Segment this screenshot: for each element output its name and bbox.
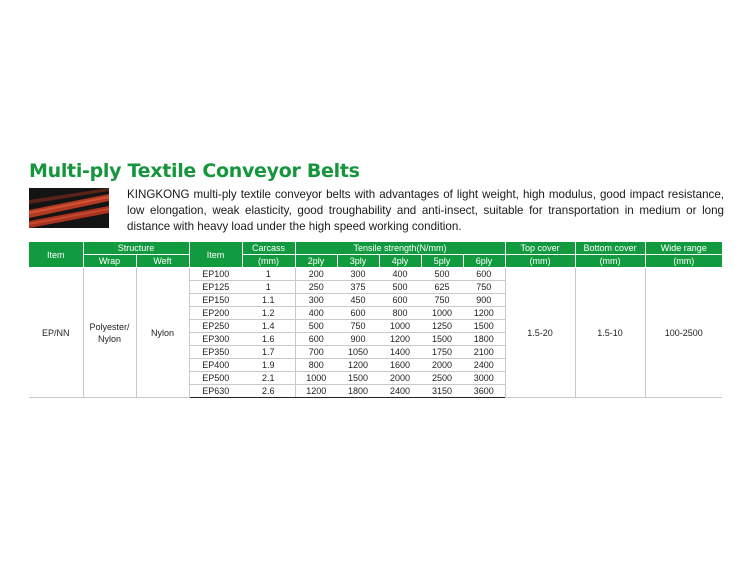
item-code-cell: EP500	[189, 372, 242, 385]
ply-3-cell: 1500	[337, 372, 379, 385]
ply-3-cell: 375	[337, 281, 379, 294]
carcass-cell: 1	[242, 268, 295, 281]
header-row-2	[29, 255, 722, 268]
ply-6-cell: 1500	[463, 320, 505, 333]
ply-4-cell: 1000	[379, 320, 421, 333]
table-row	[29, 268, 722, 281]
product-description: KINGKONG multi-ply textile conveyor belts with advantages of light weight, high modulus, good impact resistance, low elongation, weak elasticity, good troughability and anti-insect, suitable for transportation in medium or long distance with heavy load under the high speed working condition.	[127, 188, 724, 233]
ply-3-cell: 450	[337, 294, 379, 307]
ply-4-cell: 1600	[379, 359, 421, 372]
carcass-cell: 1.4	[242, 320, 295, 333]
header-wide-range-unit: (mm)	[645, 255, 722, 268]
ply-6-cell: 3600	[463, 385, 505, 398]
carcass-cell: 2.1	[242, 372, 295, 385]
ply-2-cell: 200	[295, 268, 337, 281]
ply-2-cell: 400	[295, 307, 337, 320]
wide-range-cell: 100-2500	[645, 268, 722, 398]
header-bottom-cover: Bottom cover	[575, 242, 645, 255]
header-wide-range: Wide range	[645, 242, 722, 255]
item-code-cell: EP300	[189, 333, 242, 346]
ply-6-cell: 1200	[463, 307, 505, 320]
item-code-cell: EP630	[189, 385, 242, 398]
ply-2-cell: 800	[295, 359, 337, 372]
header-top-cover-unit: (mm)	[505, 255, 575, 268]
ply-6-cell: 750	[463, 281, 505, 294]
header-ply-2: 2ply	[295, 255, 337, 268]
carcass-cell: 1.2	[242, 307, 295, 320]
header-structure: Structure	[83, 242, 189, 255]
ply-5-cell: 500	[421, 268, 463, 281]
ply-2-cell: 300	[295, 294, 337, 307]
ply-5-cell: 625	[421, 281, 463, 294]
header-top-cover: Top cover	[505, 242, 575, 255]
header-ply-5: 5ply	[421, 255, 463, 268]
carcass-cell: 1.7	[242, 346, 295, 359]
ply-4-cell: 2000	[379, 372, 421, 385]
ply-4-cell: 1200	[379, 333, 421, 346]
ply-5-cell: 2500	[421, 372, 463, 385]
conveyor-belt-image	[29, 188, 109, 228]
header-wrap: Wrap	[83, 255, 136, 268]
ply-6-cell: 2100	[463, 346, 505, 359]
carcass-cell: 1	[242, 281, 295, 294]
ply-4-cell: 2400	[379, 385, 421, 398]
item-code-cell: EP150	[189, 294, 242, 307]
ply-6-cell: 600	[463, 268, 505, 281]
ply-3-cell: 1800	[337, 385, 379, 398]
header-weft: Weft	[136, 255, 189, 268]
item-code-cell: EP350	[189, 346, 242, 359]
page-title: Multi-ply Textile Conveyor Belts	[29, 160, 360, 182]
ply-3-cell: 900	[337, 333, 379, 346]
ply-6-cell: 2400	[463, 359, 505, 372]
ply-5-cell: 2000	[421, 359, 463, 372]
spec-table	[29, 242, 722, 398]
header-item-code: Item	[189, 242, 242, 268]
ply-6-cell: 3000	[463, 372, 505, 385]
item-code-cell: EP100	[189, 268, 242, 281]
ply-4-cell: 500	[379, 281, 421, 294]
ply-6-cell: 1800	[463, 333, 505, 346]
bottom-cover-cell: 1.5-10	[575, 268, 645, 398]
carcass-cell: 1.6	[242, 333, 295, 346]
ply-3-cell: 1050	[337, 346, 379, 359]
ply-4-cell: 600	[379, 294, 421, 307]
header-carcass-unit: (mm)	[242, 255, 295, 268]
item-code-cell: EP400	[189, 359, 242, 372]
ply-3-cell: 750	[337, 320, 379, 333]
header-carcass: Carcass	[242, 242, 295, 255]
carcass-cell: 2.6	[242, 385, 295, 398]
ply-5-cell: 1250	[421, 320, 463, 333]
header-ply-6: 6ply	[463, 255, 505, 268]
item-type-cell: EP/NN	[29, 268, 83, 398]
ply-2-cell: 600	[295, 333, 337, 346]
ply-2-cell: 250	[295, 281, 337, 294]
conveyor-belt-photo	[29, 188, 109, 228]
header-item: Item	[29, 242, 83, 268]
top-cover-cell: 1.5-20	[505, 268, 575, 398]
ply-3-cell: 600	[337, 307, 379, 320]
ply-5-cell: 1750	[421, 346, 463, 359]
ply-6-cell: 900	[463, 294, 505, 307]
header-tensile: Tensile strength(N/mm)	[295, 242, 505, 255]
item-code-cell: EP250	[189, 320, 242, 333]
ply-2-cell: 1200	[295, 385, 337, 398]
carcass-cell: 1.9	[242, 359, 295, 372]
weft-material-cell: Nylon	[136, 268, 189, 398]
ply-4-cell: 400	[379, 268, 421, 281]
ply-2-cell: 1000	[295, 372, 337, 385]
ply-2-cell: 700	[295, 346, 337, 359]
ply-2-cell: 500	[295, 320, 337, 333]
ply-5-cell: 750	[421, 294, 463, 307]
spec-table-body	[29, 268, 722, 398]
ply-5-cell: 1500	[421, 333, 463, 346]
ply-5-cell: 1000	[421, 307, 463, 320]
header-ply-4: 4ply	[379, 255, 421, 268]
ply-4-cell: 800	[379, 307, 421, 320]
item-code-cell: EP125	[189, 281, 242, 294]
header-ply-3: 3ply	[337, 255, 379, 268]
ply-3-cell: 1200	[337, 359, 379, 372]
ply-4-cell: 1400	[379, 346, 421, 359]
wrap-material-cell: Polyester/ Nylon	[83, 268, 136, 398]
item-code-cell: EP200	[189, 307, 242, 320]
carcass-cell: 1.1	[242, 294, 295, 307]
ply-5-cell: 3150	[421, 385, 463, 398]
header-bottom-cover-unit: (mm)	[575, 255, 645, 268]
ply-3-cell: 300	[337, 268, 379, 281]
header-row-1	[29, 242, 722, 255]
